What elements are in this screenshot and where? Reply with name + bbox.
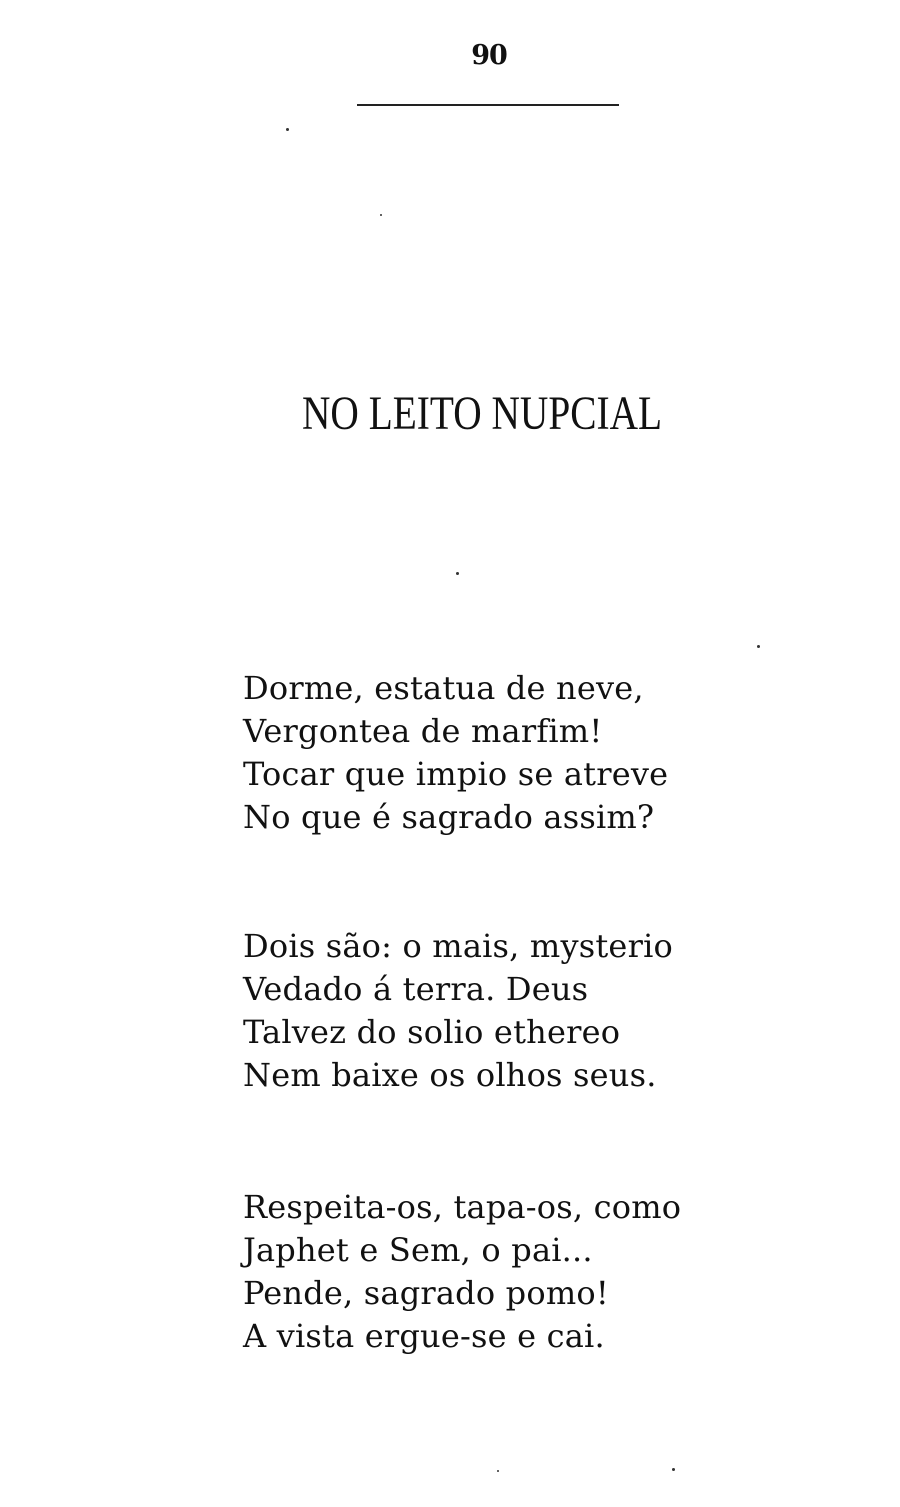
verse-line: Tocar que impio se atreve xyxy=(243,755,669,793)
verse-line: Japhet e Sem, o pai... xyxy=(243,1231,593,1269)
verse-line: A vista ergue-se e cai. xyxy=(243,1317,605,1355)
ink-speck xyxy=(456,572,459,575)
stanza xyxy=(243,667,668,839)
ink-speck xyxy=(672,1468,675,1471)
ink-speck xyxy=(757,645,760,648)
ink-speck xyxy=(380,214,382,216)
verse-line: Respeita-os, tapa-os, como xyxy=(243,1188,682,1226)
stanza xyxy=(243,925,673,1097)
verse-line: Vedado á terra. Deus xyxy=(243,970,589,1008)
stanza xyxy=(243,1186,681,1358)
verse-line: Dorme, estatua de neve, xyxy=(243,669,644,707)
header-rule xyxy=(357,104,619,106)
verse-line: Vergontea de marfim! xyxy=(243,712,603,750)
ink-speck xyxy=(286,128,289,131)
ink-speck xyxy=(497,1470,499,1472)
verse-line: Talvez do solio ethereo xyxy=(243,1013,621,1051)
page-number: 90 xyxy=(471,40,507,71)
verse-line: Dois são: o mais, mysterio xyxy=(243,927,673,965)
verse-line: No que é sagrado assim? xyxy=(243,798,655,836)
verse-line: Pende, sagrado pomo! xyxy=(243,1274,609,1312)
poem-title: NO LEITO NUPCIAL xyxy=(302,387,663,440)
verse-line: Nem baixe os olhos seus. xyxy=(243,1056,657,1094)
